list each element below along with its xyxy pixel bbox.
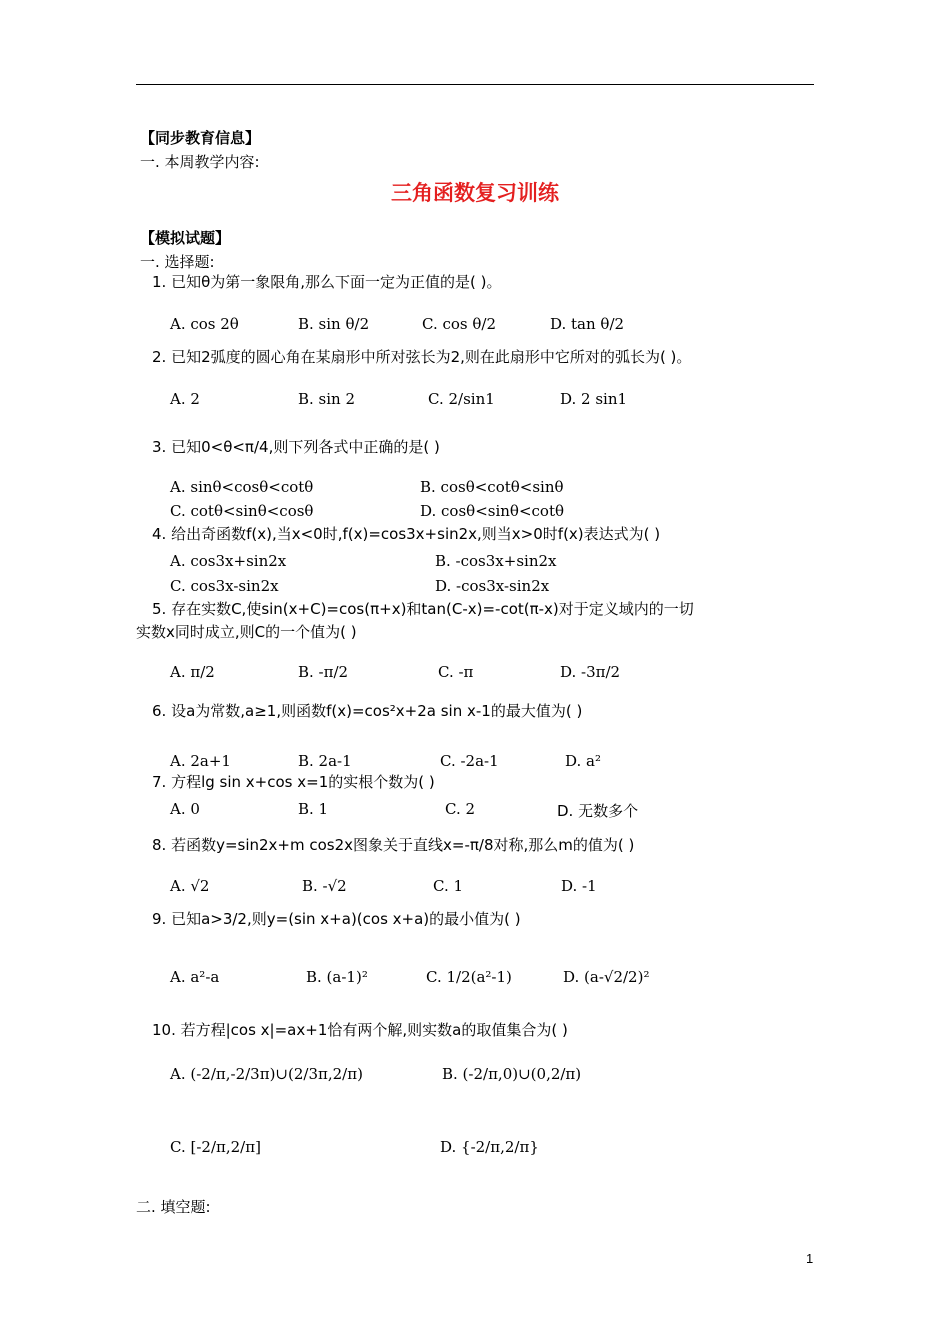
q10-option-b: B. (-2/π,0)∪(0,2/π)	[442, 1065, 582, 1083]
q1-option-a: A. cos 2θ	[170, 315, 239, 333]
q10-option-a: A. (-2/π,-2/3π)∪(2/3π,2/π)	[170, 1065, 363, 1083]
section-mock-test: 【模拟试题】	[140, 229, 231, 247]
q8-stem: 8. 若函数y=sin2x+m cos2x图象关于直线x=-π/8对称,那么m的值为( )	[152, 836, 635, 854]
q8-option-a: A. √2	[170, 877, 210, 895]
q1-option-d: D. tan θ/2	[550, 315, 625, 333]
header-rule	[136, 84, 814, 85]
section-sync-info: 【同步教育信息】	[140, 129, 261, 147]
content-intro: 一. 本周教学内容:	[140, 153, 260, 171]
q8-option-c: C. 1	[433, 877, 464, 895]
q9-stem: 9. 已知a>3/2,则y=(sin x+a)(cos x+a)的最小值为( )	[152, 910, 521, 928]
q3-stem: 3. 已知0<θ<π/4,则下列各式中正确的是( )	[152, 438, 440, 456]
q7-option-d: D. 无数多个	[557, 802, 639, 820]
q2-stem: 2. 已知2弧度的圆心角在某扇形中所对弦长为2,则在此扇形中它所对的弧长为( )。	[152, 348, 692, 366]
part-fill-blank: 二. 填空题:	[136, 1198, 211, 1216]
q6-option-a: A. 2a+1	[170, 752, 231, 770]
q7-option-b: B. 1	[298, 800, 329, 818]
q1-option-c: C. cos θ/2	[422, 315, 497, 333]
q5-option-d: D. -3π/2	[560, 663, 621, 681]
q6-option-d: D. a²	[565, 752, 601, 770]
q4-option-b: B. -cos3x+sin2x	[435, 552, 557, 570]
q8-option-b: B. -√2	[302, 877, 347, 895]
q4-option-d: D. -cos3x-sin2x	[435, 577, 550, 595]
part-choice: 一. 选择题:	[140, 253, 215, 271]
q10-option-d: D. {-2/π,2/π}	[440, 1138, 539, 1156]
q6-option-b: B. 2a-1	[298, 752, 352, 770]
q4-option-a: A. cos3x+sin2x	[170, 552, 287, 570]
q3-option-a: A. sinθ<cosθ<cotθ	[170, 478, 314, 496]
q10-option-c: C. [-2/π,2/π]	[170, 1138, 261, 1156]
q6-stem: 6. 设a为常数,a≥1,则函数f(x)=cos²x+2a sin x-1的最大值为( )	[152, 702, 583, 720]
q4-stem: 4. 给出奇函数f(x),当x<0时,f(x)=cos3x+sin2x,则当x>0时f(x)表达式为( )	[152, 525, 661, 543]
q5-option-b: B. -π/2	[298, 663, 349, 681]
q5-option-a: A. π/2	[170, 663, 215, 681]
q7-stem: 7. 方程lg sin x+cos x=1的实根个数为( )	[152, 773, 435, 791]
q2-option-b: B. sin 2	[298, 390, 356, 408]
q2-option-c: C. 2/sin1	[428, 390, 495, 408]
q3-option-d: D. cosθ<sinθ<cotθ	[420, 502, 565, 520]
q1-stem: 1. 已知θ为第一象限角,那么下面一定为正值的是( )。	[152, 273, 502, 291]
q8-option-d: D. -1	[561, 877, 597, 895]
q10-stem: 10. 若方程|cos x|=ax+1恰有两个解,则实数a的取值集合为( )	[152, 1021, 568, 1039]
q9-option-c: C. 1/2(a²-1)	[426, 968, 512, 986]
q5-option-c: C. -π	[438, 663, 474, 681]
page-title: 三角函数复习训练	[391, 181, 559, 205]
q2-option-d: D. 2 sin1	[560, 390, 628, 408]
q3-option-b: B. cosθ<cotθ<sinθ	[420, 478, 564, 496]
q7-option-c: C. 2	[445, 800, 476, 818]
q9-option-d: D. (a-√2/2)²	[563, 968, 650, 986]
q1-option-b: B. sin θ/2	[298, 315, 370, 333]
q3-option-c: C. cotθ<sinθ<cosθ	[170, 502, 314, 520]
q5-stem-line1: 5. 存在实数C,使sin(x+C)=cos(π+x)和tan(C-x)=-cot(π-x)对于定义域内的一切	[152, 600, 694, 618]
page-number: 1	[806, 1251, 814, 1266]
q9-option-a: A. a²-a	[170, 968, 220, 986]
q7-option-a: A. 0	[170, 800, 200, 818]
q6-option-c: C. -2a-1	[440, 752, 499, 770]
q9-option-b: B. (a-1)²	[306, 968, 368, 986]
q4-option-c: C. cos3x-sin2x	[170, 577, 279, 595]
q5-stem-line2: 实数x同时成立,则C的一个值为( )	[136, 623, 357, 641]
q2-option-a: A. 2	[170, 390, 200, 408]
